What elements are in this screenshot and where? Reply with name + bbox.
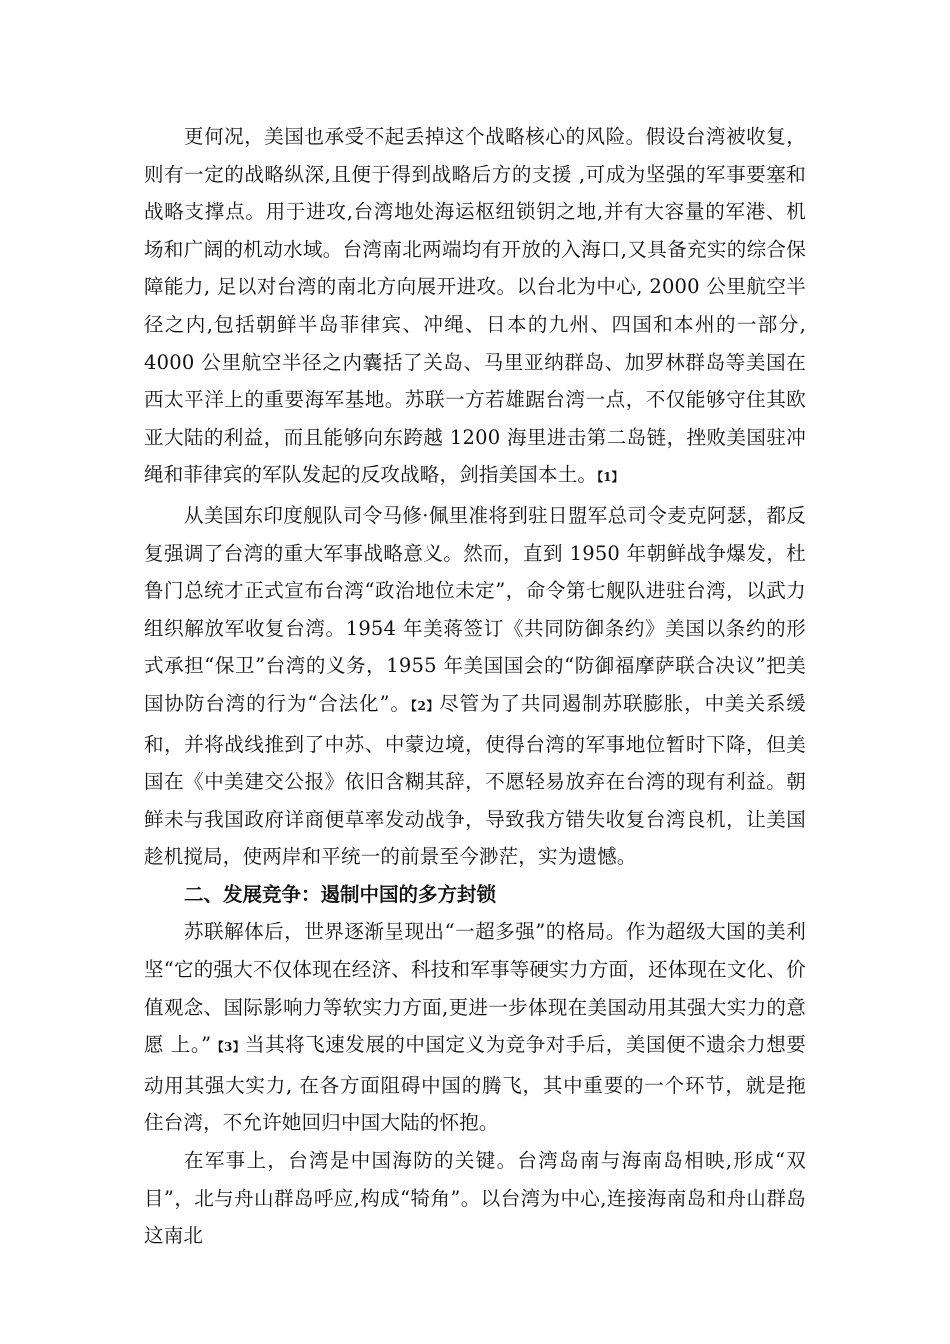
paragraph-military-significance [144,497,806,876]
paragraph-text: 在军事上，台湾是中国海防的关键。台湾岛南与海南岛相映,形成“双目”，北与舟山群岛呼应,构成“犄角”。以台湾为中心,连接海南岛和舟山群岛这南北 [144,1149,806,1248]
paragraph-coastal-defense [144,1142,806,1255]
paragraph-text: 更何况，美国也承受不起丢掉这个战略核心的风险。假设台湾被收复，则有一定的战略纵深,且便于得到战略后方的支援 ,可成为坚强的军事要塞和战略支撑点。用于进攻,台湾地处海运枢纽锁钥之地,并有大容量的军港、机场和广阔的机动水域。台湾南北两端均有开放的入海口,又具备充实的综合保障能力, 足以对台湾的南北方向展开进攻。以台北为中心, 2000 公里航空半径之内,包括朝鲜半岛菲律宾、冲绳、日本的九州、四国和本州的一部分, 4000 公里航空半径之内囊括了关岛、马里亚纳群岛、加罗林群岛等美国在西太平洋上的重要海军基地。苏联一方若雄踞台湾一点，不仅能够守住其欧亚大陆的利益，而且能够向东跨越 1200 海里进击第二岛链，挫败美国驻冲绳和菲律宾的军队发起的反攻战略，剑指美国本土。 [144,125,806,487]
paragraph-strategic-core [144,118,806,497]
section-heading: 二、发展竞争：遏制中国的多方封锁 [184,882,497,906]
paragraph-text-continued: 当其将飞速发展的中国定义为竞争对手后，美国便不遗余力想要动用其强大实力, 在各方面阻碍中国的腾飞，其中重要的一个环节，就是拖住台湾，不允许她回归中国大陆的怀抱。 [144,1033,806,1135]
paragraph-text: 苏联解体后，世界逐渐呈现出“一超多强”的格局。作为超级大国的美利坚“它的强大不仅体现在经济、科技和军事等硬实力方面，还体现在文化、价值观念、国际影响力等软实力方面,更进一步体现在美国动用其强大实力的意愿 上。” [144,920,806,1057]
citation-ref-3: 【3】 [211,1040,246,1055]
citation-ref-1: 【1】 [597,470,624,485]
citation-ref-2: 【2】 [410,698,440,713]
paragraph-text-continued: 尽管为了共同遏制苏联膨胀，中美关系缓和，并将战线推到了中苏、中蒙边境，使得台湾的军事地位暂时下降，但美国在《中美建交公报》依旧含糊其辞，不愿轻易放弃在台湾的现有利益。朝鲜未与我国政府详商便草率发动战争，导致我方错失收复台湾良机，让美国趁机搅局，使两岸和平统一的前景至今渺茫，实为遗憾。 [144,691,806,869]
paragraph-post-soviet [144,913,806,1142]
paragraph-text: 从美国东印度舰队司令马修·佩里准将到驻日盟军总司令麦克阿瑟，都反复强调了台湾的重大军事战略意义。然而，直到 1950 年朝鲜战争爆发，杜鲁门总统才正式宣布台湾“政治地位未定”，命令第七舰队进驻台湾，以武力组织解放军收复台湾。1954 年美蒋签订《共同防御条约》美国以条约的形式承担“保卫”台湾的义务，1955 年美国国会的“防御福摩萨联合决议”把美国协防台湾的行为“合法化”。 [144,503,806,715]
